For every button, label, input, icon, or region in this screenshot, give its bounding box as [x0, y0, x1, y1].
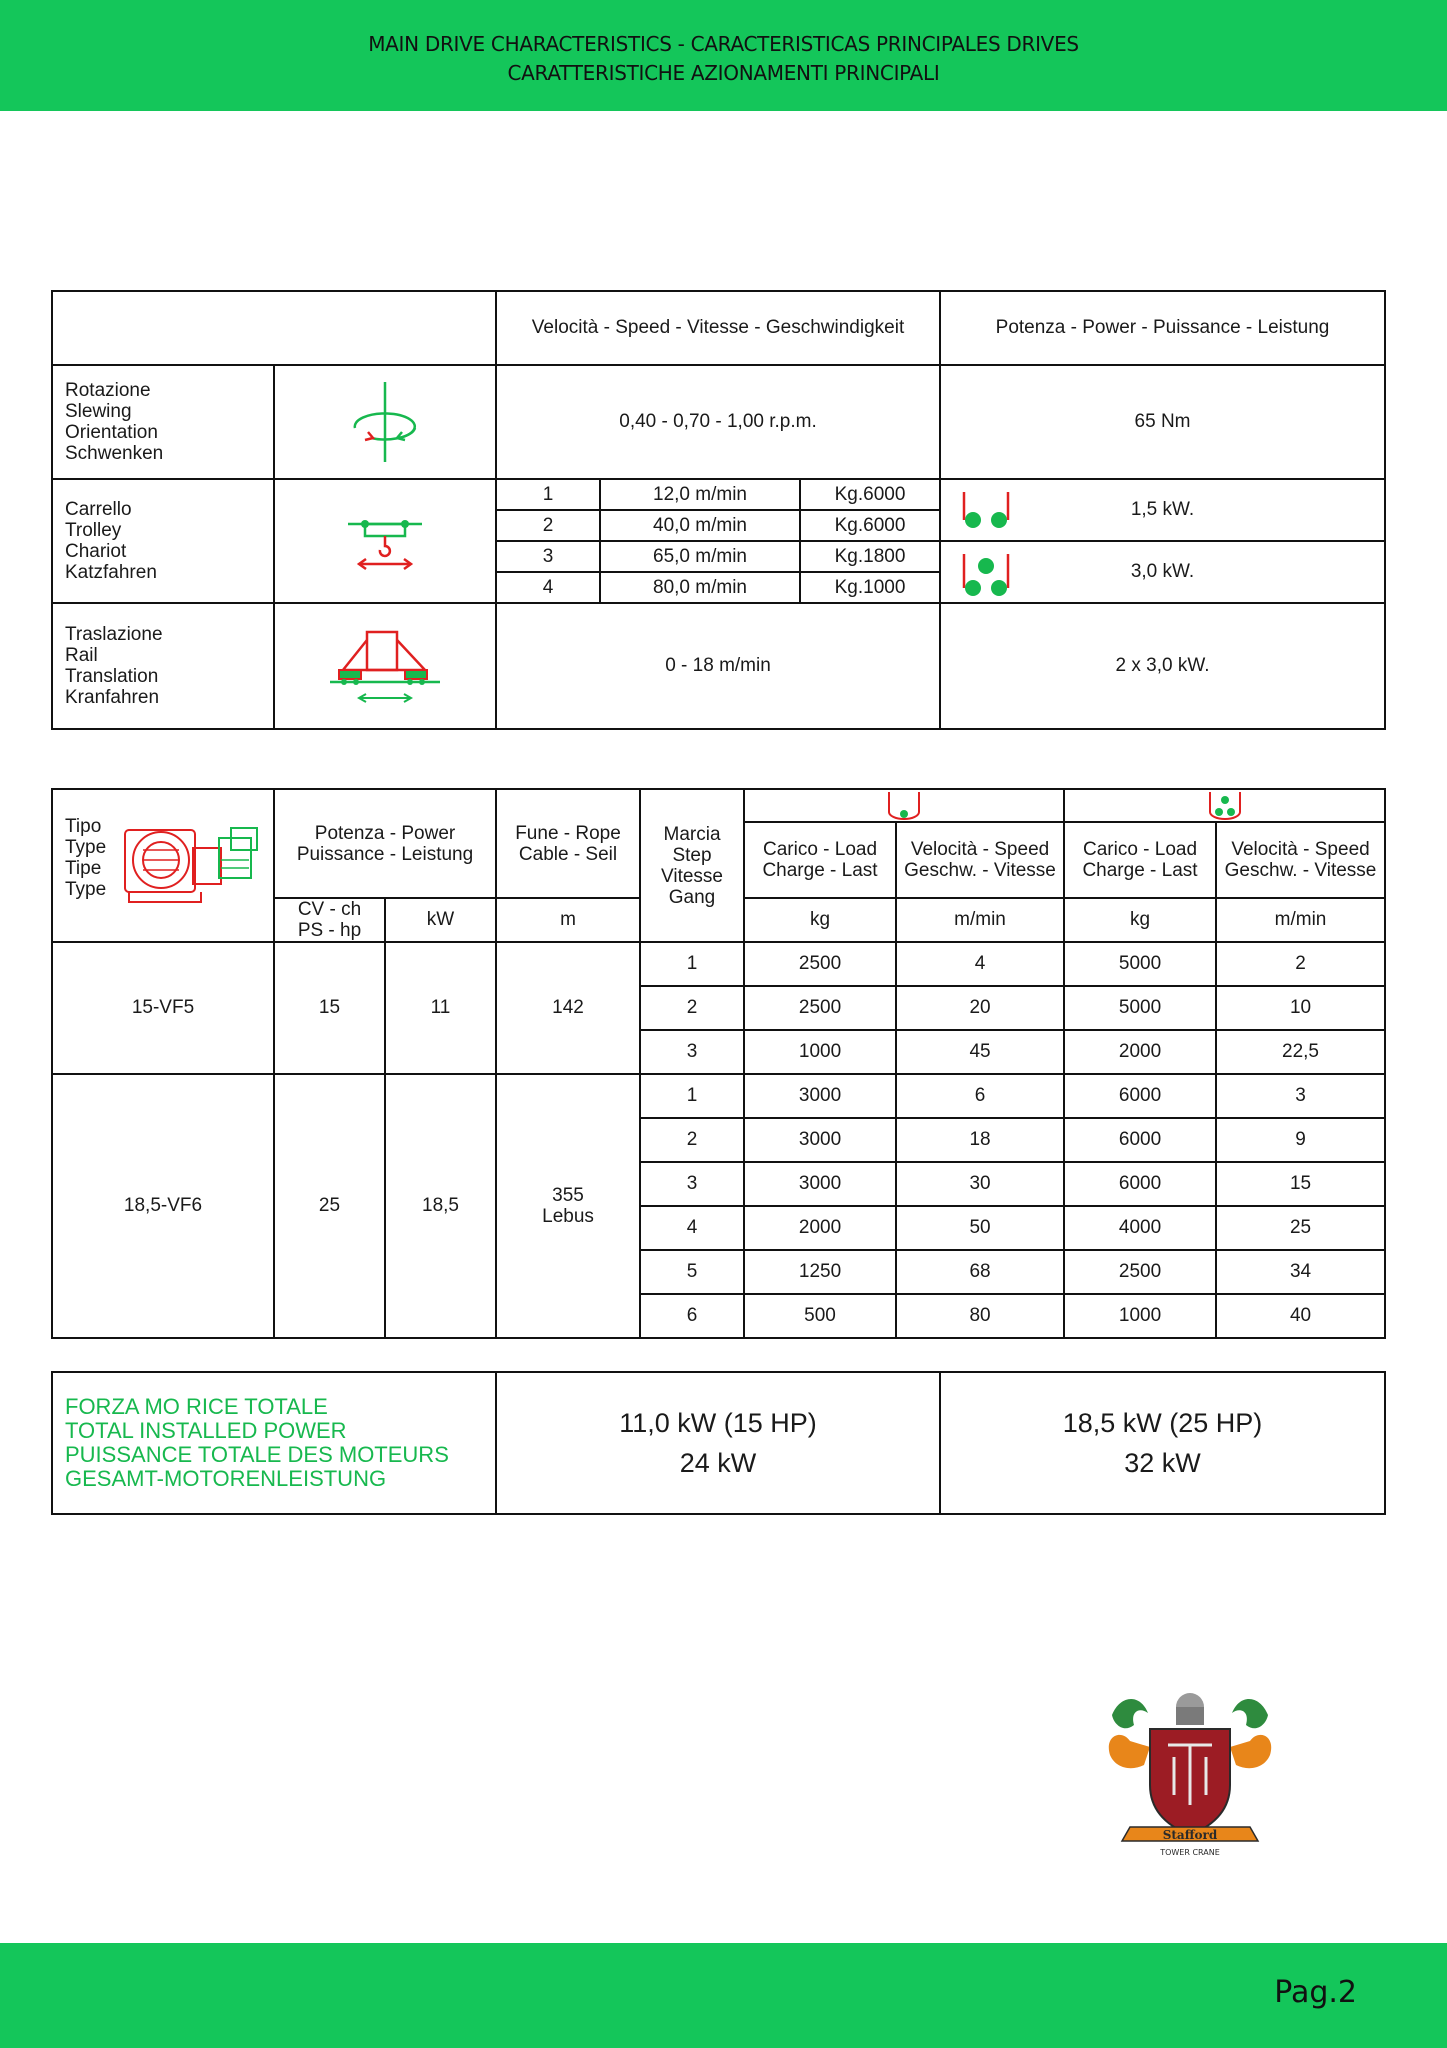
total-power-label: FORZA MO RICE TOTALE TOTAL INSTALLED POWER PUISSANCE TOTALE DES MOTEURS GESAMT-MOTORENLEISTUNG [52, 1372, 496, 1514]
header-title-line1: MAIN DRIVE CHARACTERISTICS - CARACTERISTICAS PRINCIPALES DRIVES [368, 32, 1079, 56]
row-load2: 1250 [744, 1250, 896, 1294]
slewing-rotation-icon [274, 365, 496, 479]
travel-power: 2 x 3,0 kW. [940, 603, 1385, 729]
unit-kg: kg [1064, 898, 1216, 942]
page-number: Pag.2 [1274, 1975, 1357, 2010]
row-speed4: 22,5 [1216, 1030, 1385, 1074]
unit-cv: CV - ch PS - hp [274, 898, 385, 942]
row-load4: 2500 [1064, 1250, 1216, 1294]
trolley-step: 4 [496, 572, 600, 603]
unit-kw: kW [385, 898, 496, 942]
total-power-table [51, 1371, 1386, 1515]
travel-speed: 0 - 18 m/min [496, 603, 940, 729]
trolley-speed: 12,0 m/min [600, 479, 800, 510]
svg-text:TOWER CRANE: TOWER CRANE [1160, 1848, 1220, 1857]
trolley-step: 2 [496, 510, 600, 541]
row-load2: 3000 [744, 1074, 896, 1118]
row-step: 1 [640, 1074, 744, 1118]
unit-m: m [496, 898, 640, 942]
model-rope: 142 [496, 942, 640, 1074]
model-cv: 15 [274, 942, 385, 1074]
load-header-4fall: Carico - Load Charge - Last [1064, 822, 1216, 898]
row-speed2: 30 [896, 1162, 1064, 1206]
trolley-icon [274, 479, 496, 603]
trolley-step: 3 [496, 541, 600, 572]
travel-label: Traslazione Rail Translation Kranfahren [52, 603, 274, 729]
row-step: 5 [640, 1250, 744, 1294]
unit-mmin: m/min [1216, 898, 1385, 942]
row-load4: 1000 [1064, 1294, 1216, 1338]
stafford-crest-logo [1100, 1685, 1280, 1860]
winch-table [51, 788, 1386, 1339]
trolley-power-2fall: 1,5 kW. [940, 479, 1385, 541]
row-speed2: 6 [896, 1074, 1064, 1118]
row-speed4: 3 [1216, 1074, 1385, 1118]
row-load4: 6000 [1064, 1074, 1216, 1118]
row-load2: 500 [744, 1294, 896, 1338]
total-power-col2: 18,5 kW (25 HP) 32 kW [940, 1372, 1385, 1514]
drives-header-blank [52, 291, 496, 365]
model-name: 18,5-VF6 [52, 1074, 274, 1338]
trolley-load: Kg.6000 [800, 510, 940, 541]
row-step: 1 [640, 942, 744, 986]
trolley-load: Kg.1800 [800, 541, 940, 572]
row-step: 2 [640, 1118, 744, 1162]
slewing-power: 65 Nm [940, 365, 1385, 479]
footer-band [0, 1943, 1447, 2048]
row-step: 3 [640, 1030, 744, 1074]
row-load2: 2500 [744, 942, 896, 986]
drives-header-speed: Velocità - Speed - Vitesse - Geschwindigkeit [496, 291, 940, 365]
row-speed2: 18 [896, 1118, 1064, 1162]
two-fall-reeving-icon [961, 490, 1011, 530]
rail-travel-icon [274, 603, 496, 729]
winch-power-header: Potenza - Power Puissance - Leistung [274, 789, 496, 898]
four-fall-reeving-icon [961, 552, 1011, 598]
model-kw: 18,5 [385, 1074, 496, 1338]
row-load4: 4000 [1064, 1206, 1216, 1250]
slewing-speed: 0,40 - 0,70 - 1,00 r.p.m. [496, 365, 940, 479]
model-cv: 25 [274, 1074, 385, 1338]
row-load2: 1000 [744, 1030, 896, 1074]
speed-header-2fall: Velocità - Speed Geschw. - Vitesse [896, 822, 1064, 898]
load-header-2fall: Carico - Load Charge - Last [744, 822, 896, 898]
trolley-load: Kg.1000 [800, 572, 940, 603]
speed-header-4fall: Velocità - Speed Geschw. - Vitesse [1216, 822, 1385, 898]
row-speed2: 4 [896, 942, 1064, 986]
row-load2: 2500 [744, 986, 896, 1030]
row-step: 4 [640, 1206, 744, 1250]
slewing-label: Rotazione Slewing Orientation Schwenken [52, 365, 274, 479]
four-fall-reeving-header [1064, 789, 1385, 822]
trolley-step: 1 [496, 479, 600, 510]
winch-rope-header: Fune - Rope Cable - Seil [496, 789, 640, 898]
row-speed2: 80 [896, 1294, 1064, 1338]
two-fall-reeving-icon [886, 792, 922, 820]
two-fall-reeving-header [744, 789, 1064, 822]
drives-header-power: Potenza - Power - Puissance - Leistung [940, 291, 1385, 365]
trolley-speed: 40,0 m/min [600, 510, 800, 541]
unit-mmin: m/min [896, 898, 1064, 942]
trolley-label: Carrello Trolley Chariot Katzfahren [52, 479, 274, 603]
model-kw: 11 [385, 942, 496, 1074]
row-speed4: 40 [1216, 1294, 1385, 1338]
row-step: 2 [640, 986, 744, 1030]
row-load4: 2000 [1064, 1030, 1216, 1074]
row-speed4: 9 [1216, 1118, 1385, 1162]
model-name: 15-VF5 [52, 942, 274, 1074]
row-load4: 5000 [1064, 986, 1216, 1030]
row-speed4: 15 [1216, 1162, 1385, 1206]
row-speed2: 68 [896, 1250, 1064, 1294]
trolley-speed: 65,0 m/min [600, 541, 800, 572]
trolley-speed: 80,0 m/min [600, 572, 800, 603]
row-speed2: 45 [896, 1030, 1064, 1074]
row-load4: 5000 [1064, 942, 1216, 986]
row-load4: 6000 [1064, 1118, 1216, 1162]
row-speed4: 10 [1216, 986, 1385, 1030]
header-title-line2: CARATTERISTICHE AZIONAMENTI PRINCIPALI [507, 61, 940, 85]
row-step: 3 [640, 1162, 744, 1206]
trolley-power-4fall: 3,0 kW. [940, 541, 1385, 603]
row-speed4: 25 [1216, 1206, 1385, 1250]
drives-table [51, 290, 1386, 730]
row-load2: 3000 [744, 1118, 896, 1162]
trolley-load: Kg.6000 [800, 479, 940, 510]
row-speed2: 50 [896, 1206, 1064, 1250]
total-power-col1: 11,0 kW (15 HP) 24 kW [496, 1372, 940, 1514]
model-rope: 355 Lebus [496, 1074, 640, 1338]
row-load2: 2000 [744, 1206, 896, 1250]
row-speed4: 2 [1216, 942, 1385, 986]
svg-text:Stafford: Stafford [1162, 1828, 1218, 1842]
winch-type-cell [52, 789, 274, 942]
winch-step-header: Marcia Step Vitesse Gang [640, 789, 744, 942]
row-load2: 3000 [744, 1162, 896, 1206]
row-load4: 6000 [1064, 1162, 1216, 1206]
winch-type-labels: Tipo Type Tipe Type [65, 816, 107, 900]
unit-kg: kg [744, 898, 896, 942]
four-fall-reeving-icon [1207, 792, 1243, 820]
row-step: 6 [640, 1294, 744, 1338]
hoist-winch-icon [121, 810, 271, 910]
row-speed4: 34 [1216, 1250, 1385, 1294]
row-speed2: 20 [896, 986, 1064, 1030]
